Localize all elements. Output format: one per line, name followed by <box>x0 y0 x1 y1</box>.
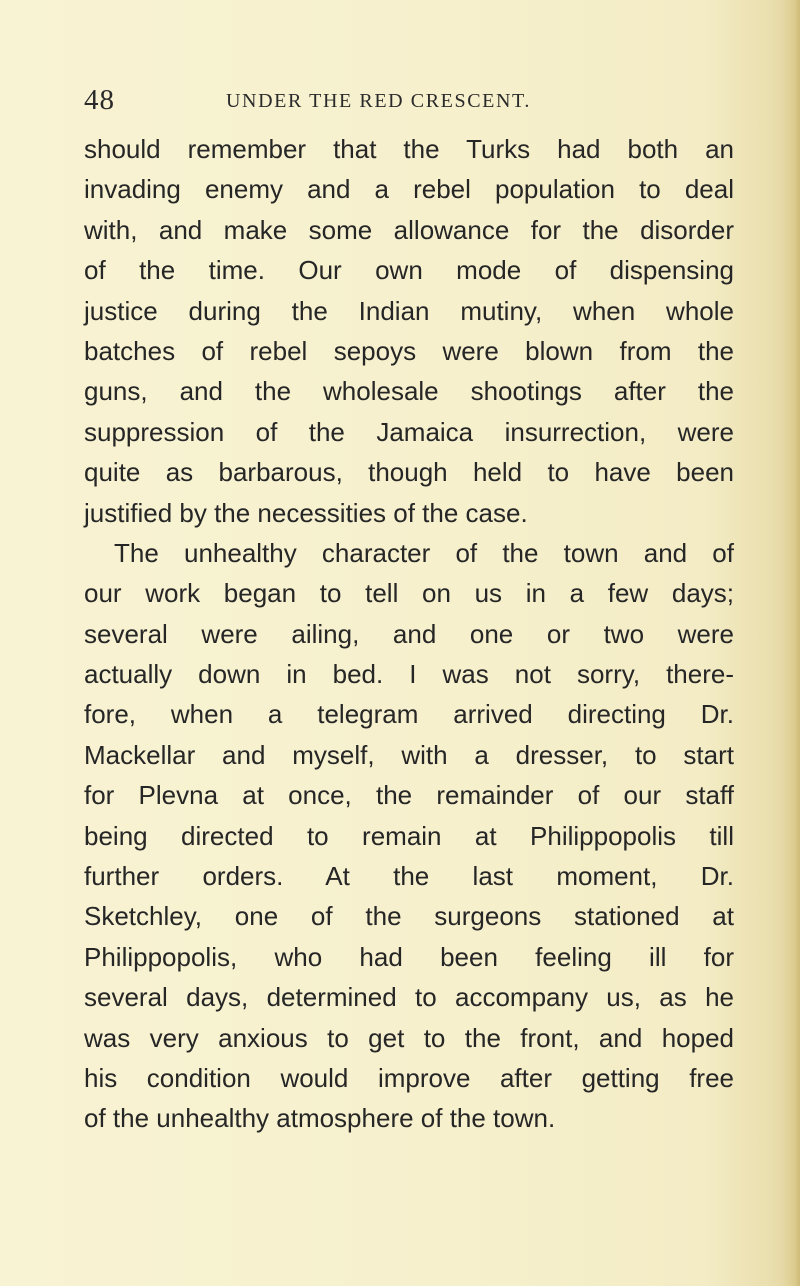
text-line: was very anxious to get to the front, and hoped <box>84 1022 734 1053</box>
body-text <box>84 129 734 1139</box>
text-line: guns, and the wholesale shootings after the <box>84 376 734 407</box>
page-edge-shadow <box>782 0 800 1286</box>
text-line: with, and make some allowance for the disorder <box>84 214 734 245</box>
text-line: being directed to remain at Philippopolis till <box>84 820 734 851</box>
text-line: for Plevna at once, the remainder of our staff <box>84 780 734 811</box>
text-line: actually down in bed. I was not sorry, there- <box>84 659 734 690</box>
text-line: quite as barbarous, though held to have been <box>84 457 734 488</box>
paragraph-start-line: The unhealthy character of the town and of <box>114 537 734 568</box>
running-head: UNDER THE RED CRESCENT. <box>226 90 531 112</box>
text-line: suppression of the Jamaica insurrection, were <box>84 416 734 447</box>
text-line: Philippopolis, who had been feeling ill for <box>84 941 734 972</box>
text-line: several were ailing, and one or two were <box>84 618 734 649</box>
paragraph-end-line: of the unhealthy atmosphere of the town. <box>84 1103 556 1134</box>
text-line: invading enemy and a rebel population to deal <box>84 174 734 205</box>
text-line: our work began to tell on us in a few days; <box>84 578 734 609</box>
text-line: fore, when a telegram arrived directing Dr. <box>84 699 734 730</box>
text-line: batches of rebel sepoys were blown from the <box>84 335 734 366</box>
text-line: Sketchley, one of the surgeons stationed at <box>84 901 734 932</box>
text-line: should remember that the Turks had both an <box>84 134 734 164</box>
text-line: several days, determined to accompany us, as he <box>84 982 734 1013</box>
text-line: his condition would improve after getting free <box>84 1062 734 1093</box>
text-line: justice during the Indian mutiny, when whole <box>84 295 734 326</box>
page-number: 48 <box>84 84 115 116</box>
text-line: further orders. At the last moment, Dr. <box>84 861 734 892</box>
text-line: Mackellar and myself, with a dresser, to start <box>84 739 734 770</box>
page-header <box>84 84 744 124</box>
paragraph-end-line: justified by the necessities of the case. <box>84 497 528 528</box>
text-line: of the time. Our own mode of dispensing <box>84 255 734 286</box>
